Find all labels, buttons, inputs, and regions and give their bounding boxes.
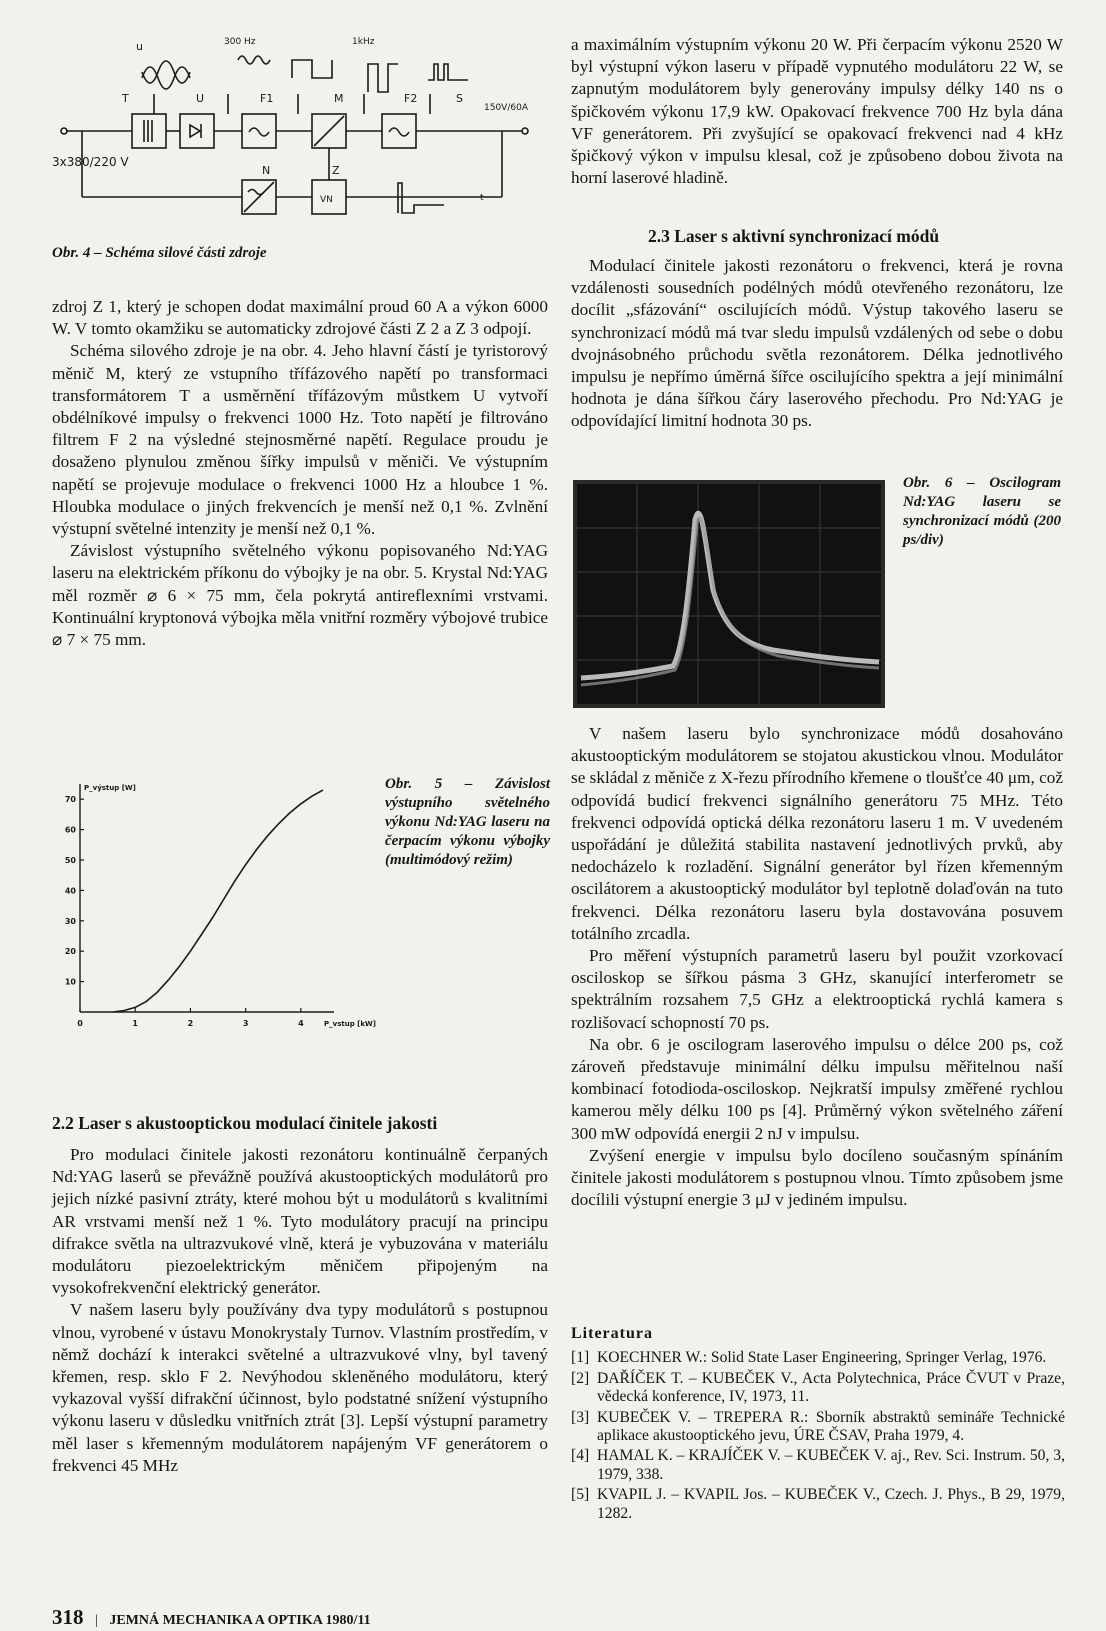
- y-tick-label: 60: [64, 825, 76, 835]
- figure-6-oscillogram: [573, 480, 885, 708]
- reference-item: [571, 1370, 1065, 1407]
- y-tick-label: 70: [64, 795, 76, 805]
- fig4-label-Z: Z: [332, 164, 340, 177]
- journal-name: JEMNÁ MECHANIKA A OPTIKA 1980/11: [109, 1613, 371, 1628]
- x-tick-label: 1: [132, 1019, 139, 1028]
- series-line: [113, 790, 323, 1012]
- reference-text: KUBEČEK V. – TREPERA R.: Sborník abstraktů semináře Technické aplikace akustooptického jevu, ÚRE ČSAV, Praha 1979, 4.: [597, 1408, 1065, 1445]
- fig4-label-U: U: [196, 92, 205, 105]
- page-number: 318: [52, 1605, 84, 1629]
- reference-number: [4]: [571, 1447, 590, 1465]
- fig4-label-F2: F2: [404, 92, 418, 105]
- right-column-top-text: [571, 34, 1063, 189]
- reference-number: [5]: [571, 1486, 590, 1504]
- reference-text: DAŘÍČEK T. – KUBEČEK V., Acta Polytechnica, Práce ČVUT v Praze, vědecká konference, IV, 1973, 11.: [597, 1369, 1065, 1406]
- x-tick-label: 0: [77, 1019, 83, 1028]
- reference-item: [571, 1349, 1065, 1367]
- y-tick-label: 10: [64, 977, 76, 987]
- paragraph: zdroj Z 1, který je schopen dodat maximální proud 60 A a výkon 6000 W. V tomto okamžiku se automaticky zdrojové části Z 2 a Z 3 odpojí.: [52, 297, 548, 339]
- section-2-3-text: [571, 255, 1063, 433]
- fig4-label-300hz: 300 Hz: [224, 37, 256, 47]
- right-column-middle-text: [571, 723, 1063, 1211]
- section-2-2-text: [52, 1144, 548, 1477]
- fig4-label-u1: u: [136, 40, 143, 53]
- paragraph: Schéma silového zdroje je na obr. 4. Jeho hlavní částí je tyristorový měnič M, který ze vstupního třífázového napětí po transformaci transformátorem T a usměrnění třífázovým můstkem U vytvoří obdélníkové impulsy o frekvenci 1000 Hz. Toto napětí je filtrováno filtrem F 2 na výsledné stejnosměrné napětí. Regulace proudu je dosaženo plynulou změnou šířky impulsů v měniči. Ve výstupním napětí se projevuje modulace o frekvenci 1000 Hz a hloubce 1 %. Hloubka modulace o jiných frekvencích je menší než 0,1 %. Zvlnění výstupní světelné intenzity je menší než 0,1 %.: [52, 341, 548, 539]
- paragraph: Pro měření výstupních parametrů laseru byl použit vzorkovací osciloskop se šířkou pásma 3 GHz, skanující interferometr se spektrálním rozsahem 7,5 GHz a elektrooptická rychlá kamera s rozlišovací schopností 70 ps.: [571, 946, 1063, 1032]
- references: [571, 1325, 1065, 1525]
- fig4-label-t: t: [480, 193, 484, 203]
- paragraph: V našem laseru byly používány dva typy modulátorů s postupnou vlnou, vyrobené v ústavu Monokrystaly Turnov. Vlastním prostředím, v němž dochází k interakci světelné a ultrazvukové vlny, byl tavený křemen, resp. sklo F 2. Nevýhodou skleněného modulátoru, který vykazoval vyšší difrakční účinnost, bylo podstatné snížení výstupního výkonu laseru v důsledku vnitřních ztrát [3]. Lepší výstupní parametry měl laser s křemenným modulátorem napájeným VF generátorem o frekvenci 45 MHz: [52, 1300, 548, 1475]
- figure-5-chart: [52, 770, 376, 1060]
- fig4-label-1khz: 1kHz: [352, 37, 375, 47]
- fig4-label-N: N: [262, 164, 271, 177]
- fig4-label-output: 150V/60A: [484, 103, 528, 113]
- reference-text: KOECHNER W.: Solid State Laser Engineering, Springer Verlag, 1976.: [597, 1349, 1047, 1367]
- fig4-label-S: S: [456, 92, 463, 105]
- y-tick-label: 30: [64, 916, 76, 926]
- reference-item: [571, 1409, 1065, 1446]
- references-title: Literatura: [571, 1325, 653, 1342]
- paragraph: Závislost výstupního světelného výkonu popisovaného Nd:YAG laseru na elektrickém příkonu do výbojky je na obr. 5. Krystal Nd:YAG měl rozměr ⌀ 6 × 75 mm, čela pokrytá antireflexními vrstvami. Kontinuální kryptonová výbojka měla vnitřní rozměry výbojové trubice ⌀ 7 × 75 mm.: [52, 541, 548, 650]
- paragraph: Pro modulaci činitele jakosti rezonátoru kontinuálně čerpaných Nd:YAG laserů se převážně používá akustooptických modulátorů pro jejich nízké pasivní ztráty, které mohou být u modulátorů s kvalitními AR vrstvami menší než 1 %. Tyto modulátory pracují na principu difrakce světla na ultrazvukové vlně, která je vybuzována v materiálu modulátoru piezoelektrickým měničem připojeným na vysokofrekvenční elektrický generátor.: [52, 1145, 548, 1298]
- figure-5-caption: Obr. 5 – Závislost výstupního světelného výkonu Nd:YAG laseru na čerpacím výkonu výbojky (multimódový režim): [385, 776, 550, 868]
- reference-item: [571, 1486, 1065, 1523]
- paragraph: Na obr. 6 je oscilogram laserového impulsu o délce 200 ps, což zároveň představuje minimální délku impulsu měřitelnou naší kombinací fotodioda-osciloskop. Nejkratší impulsy změřené rychlou kamerou měly délku 100 ps [4]. Průměrný výkon světelného záření 300 mW odpovídá energii 2 nJ v impulsu.: [571, 1034, 1063, 1143]
- fig4-label-VN: VN: [320, 195, 333, 205]
- reference-text: KVAPIL J. – KVAPIL Jos. – KUBEČEK V., Czech. J. Phys., B 29, 1979, 1282.: [597, 1486, 1065, 1522]
- paragraph: V našem laseru bylo synchronizace módů dosahováno akustooptickým modulátorem se stojatou akustickou vlnou. Modulátor se skládal z měniče z X-řezu přírodního křemene o tloušťce 40 μm, což odpovídá budicí frekvenci signálního generátoru 75 MHz. Této frekvenci odpovídá optická délka rezonátoru laseru 1 m. V uvedeném uspořádání je důležitá stabilita nastavení jednotlivých prvků, aby nedocházelo k rozladění. Signální generátor byl řízen křemenným oscilátorem a akustooptický modulátor byl teplotně dolaďován na tuto frekvenci. Délka rezonátoru laseru byla dostavována posuvem totálního zrcadla.: [571, 724, 1063, 943]
- reference-number: [1]: [571, 1349, 590, 1367]
- reference-number: [2]: [571, 1369, 590, 1387]
- fig4-label-supply: 3x380/220 V: [52, 155, 129, 169]
- x-tick-label: 2: [187, 1019, 194, 1028]
- paragraph: Zvýšení energie v impulsu bylo docíleno současným spínáním činitele jakosti modulátorem s postupnou vlnou. Tímto způsobem jsme docílili výstupní energie 3 μJ v jediném impulsu.: [571, 1145, 1063, 1210]
- page-footer: [52, 1605, 371, 1630]
- x-tick-label: 3: [242, 1019, 249, 1028]
- x-tick-label: 4: [298, 1019, 304, 1028]
- fig4-label-M: M: [334, 92, 344, 105]
- fig4-label-F1: F1: [260, 92, 274, 105]
- figure-4-schematic: [52, 30, 552, 240]
- footer-divider: |: [95, 1613, 98, 1628]
- reference-text: HAMAL K. – KRAJÍČEK V. – KUBEČEK V. aj., Rev. Sci. Instrum. 50, 3, 1979, 338.: [597, 1447, 1065, 1483]
- y-tick-label: 40: [64, 886, 76, 896]
- fig4-label-T: T: [122, 92, 129, 105]
- section-2-2-heading: 2.2 Laser s akustooptickou modulací činitele jakosti: [52, 1113, 438, 1133]
- y-tick-label: 50: [64, 856, 76, 865]
- section-2-3-heading: 2.3 Laser s aktivní synchronizací módů: [648, 226, 940, 246]
- paragraph: a maximálním výstupním výkonu 20 W. Při čerpacím výkonu 2520 W byl výstupní výkon laseru v případě vypnutého modulátoru 22 W, se zapnutým modulátorem byly generovány impulsy délky 140 ns o špičkovém výkonu 17,9 kW. Opakovací frekvence 700 Hz byla dána VF generátorem. Při zvyšující se opakovací frekvenci nad 4 kHz špičkový výkon v impulsu klesal, což je způsobeno dobou života na horní laserové hladině.: [571, 35, 1063, 188]
- left-column-text: [52, 296, 548, 651]
- y-axis-label: P_výstup [W]: [84, 784, 136, 792]
- y-tick-label: 20: [64, 947, 76, 957]
- figure-4-caption: Obr. 4 – Schéma silové části zdroje: [52, 245, 267, 261]
- paragraph: Modulací činitele jakosti rezonátoru o frekvenci, která je rovna vzdálenosti sousedních podélných módů otevřeného rezonátoru, lze docílit „sfázování“ oscilujících módů. Výstup takového laseru se synchronizací módů má tvar sledu impulsů vzdálených od sebe o dobu dvojnásobného průchodu světla rezonátorem. Délka jednotlivého impulsu je nepřímo úměrná šířce oscilujícího spektra a její minimální hodnota je dána šířkou čáry laserového přechodu. Pro Nd:YAG je odpovídající limitní hodnota 30 ps.: [571, 256, 1063, 431]
- reference-number: [3]: [571, 1408, 590, 1426]
- figure-6-caption: Obr. 6 – Oscilogram Nd:YAG laseru se synchronizací módů (200 ps/div): [903, 475, 1061, 548]
- reference-item: [571, 1447, 1065, 1484]
- x-axis-label: P_vstup [kW]: [324, 1020, 376, 1028]
